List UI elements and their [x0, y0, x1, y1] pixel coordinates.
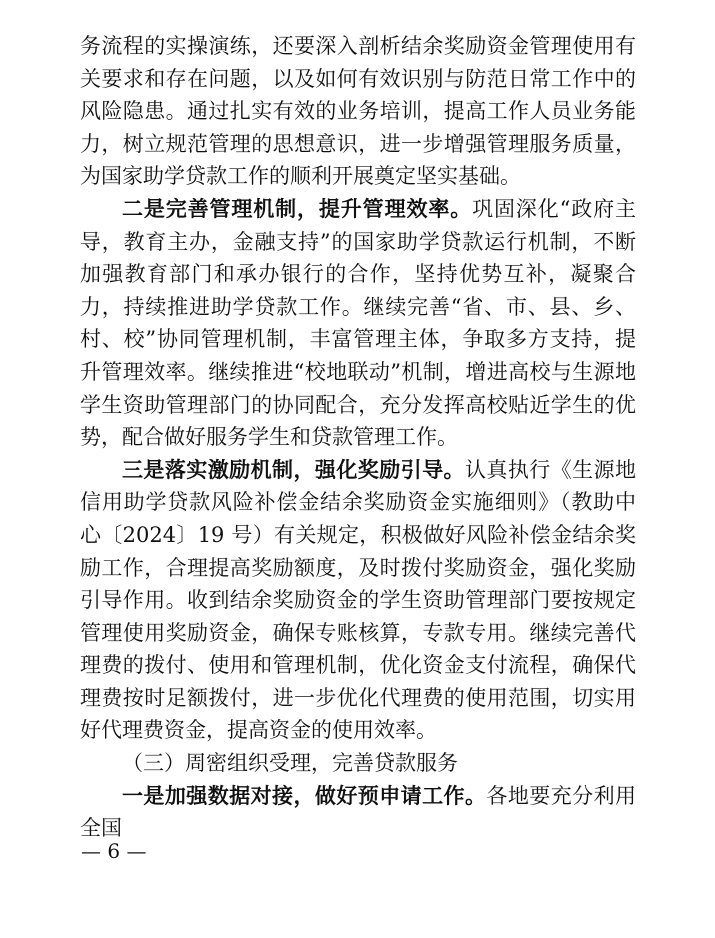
paragraph-4: [80, 780, 636, 845]
paragraph-4-lead: 一是加强数据对接，做好预申请工作。: [122, 782, 487, 808]
paragraph-2: [80, 193, 636, 454]
paragraph-3: [80, 454, 636, 747]
paragraph-2-body: 巩固深化“政府主导，教育主办，金融支持”的国家助学贷款运行机制，不断加强教育部门和承办银行的合作，坚持优势互补，凝聚合力，持续推进助学贷款工作。继续完善“省、市、县、乡、村、校”协同管理机制，丰富管理主体，争取多方支持，提升管理效率。继续推进“校地联动”机制，增进高校与生源地学生资助管理部门的协同配合，充分发挥高校贴近学生的优势，配合做好服务学生和贷款管理工作。: [80, 196, 636, 450]
paragraph-2-lead: 二是完善管理机制，提升管理效率。: [122, 195, 473, 221]
paragraph-3-lead: 三是落实激励机制，强化奖励引导。: [122, 456, 465, 482]
paragraph-1: 务流程的实操演练，还要深入剖析结余奖励资金管理使用有关要求和存在问题，以及如何有效识别与防范日常工作中的风险隐患。通过扎实有效的业务培训，提高工作人员业务能力，树立规范管理的思想意识，进一步增强管理服务质量，为国家助学贷款工作的顺利开展奠定坚实基础。: [80, 34, 636, 189]
section-heading: （三）周密组织受理，完善贷款服务: [122, 751, 458, 776]
paragraph-3-body: 认真执行《生源地信用助学贷款风险补偿金结余奖励资金实施细则》（教助中心〔2024〕19 号）有关规定，积极做好风险补偿金结余奖励工作，合理提高奖励额度，及时拨付奖励资金，强化奖励引导作用。收到结余奖励资金的学生资助管理部门要按规定管理使用奖励资金，确保专账核算，专款专用。继续完善代理费的拨付、使用和管理机制，优化资金支付流程，确保代理费按时足额拨付，进一步优化代理费的使用范围，切实用好代理费资金，提高资金的使用效率。: [80, 457, 637, 743]
document-page: [80, 0, 636, 845]
paragraph-4-body: 各地要充分利用全国: [80, 783, 636, 841]
page-number: — 6 —: [81, 839, 147, 863]
